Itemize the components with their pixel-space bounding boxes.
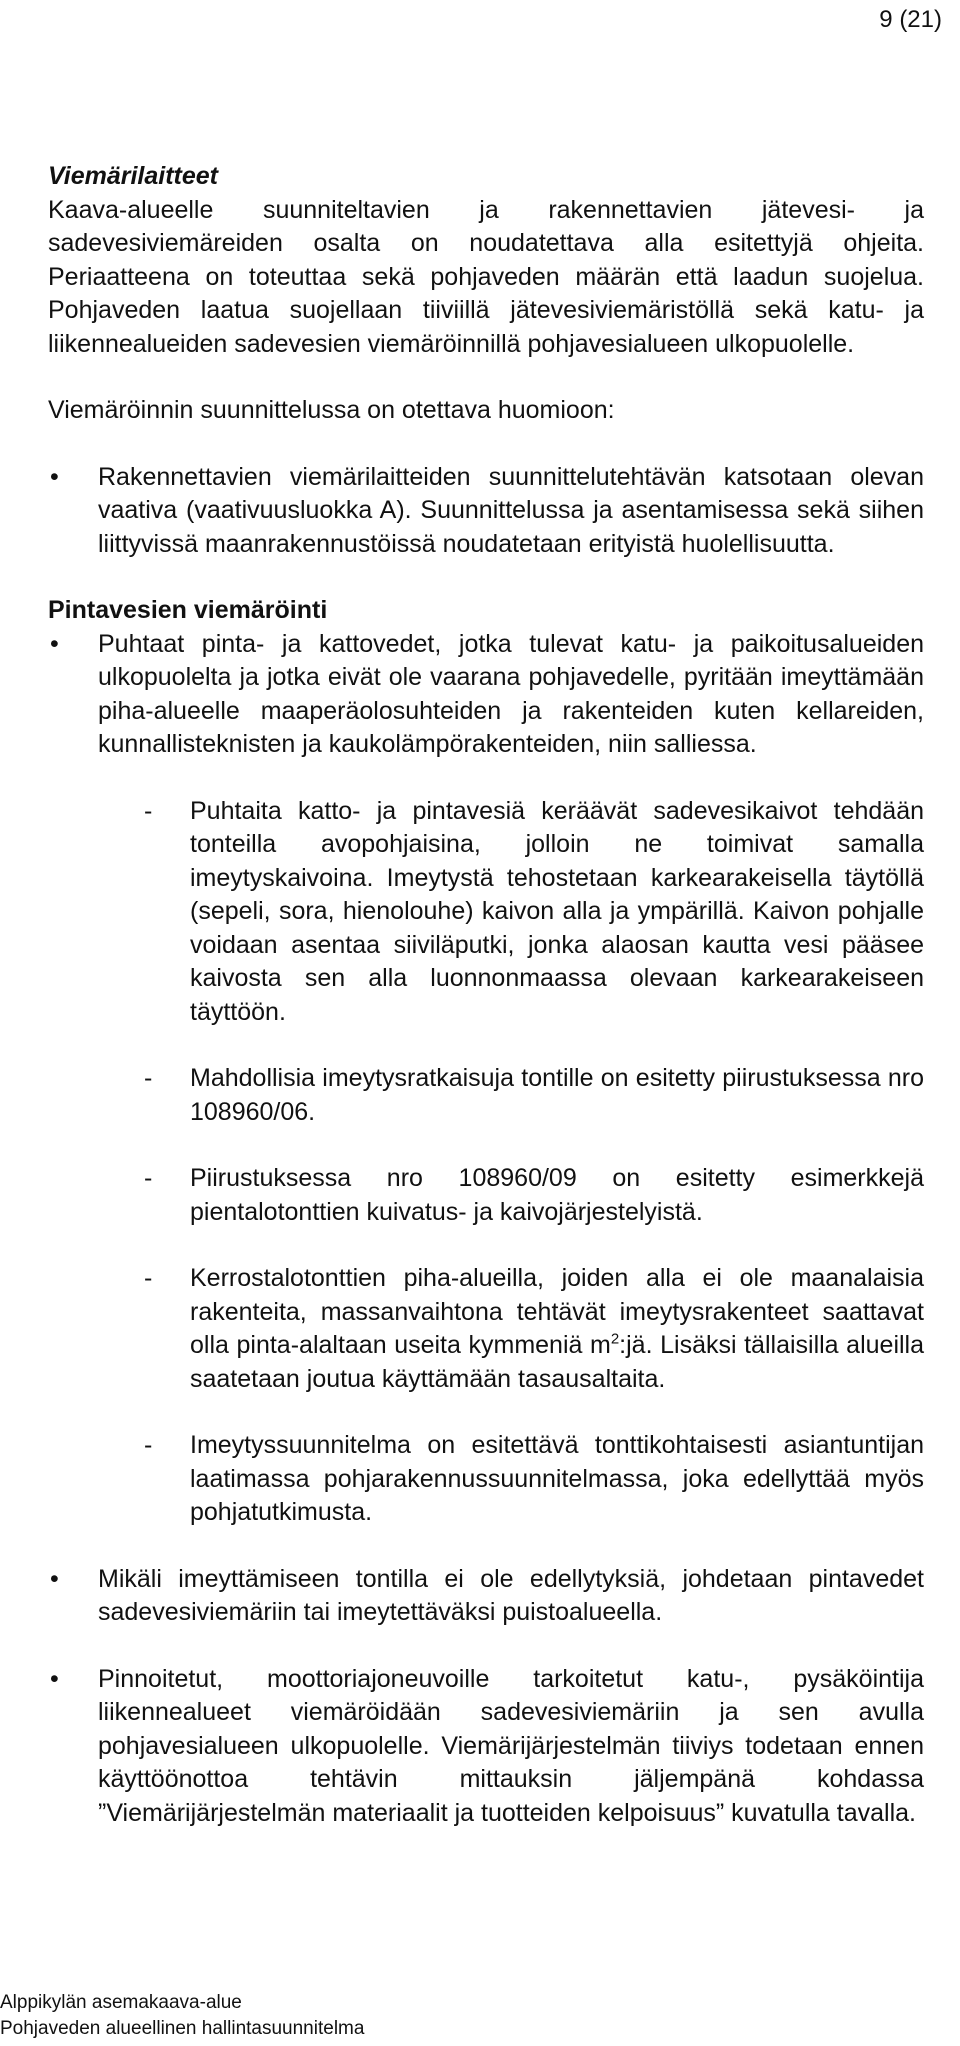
bullet-marker: • (50, 462, 59, 491)
intro-paragraph: Kaava-alueelle suunniteltavien ja rakennettavien jätevesi- ja sadevesiviemäreiden osalta on noudatettava alla esitettyjä ohjeita. Periaatteena on toteuttaa sekä pohjaveden määrän että laadun suojelua. Pohjaveden laatua suojellaan tiiviillä jätevesiviemäristöllä sekä katu- ja liikennealueiden sadevesien viemäröinnillä pohjavesialueen ulkopuolelle. (48, 195, 924, 358)
footer-line: Pohjaveden alueellinen hallintasuunnitelma (0, 2018, 365, 2039)
lead-text: Viemäröinnin suunnittelussa on otettava huomioon: (48, 396, 615, 424)
dash-list-item (48, 1162, 924, 1229)
dash-marker: - (144, 1064, 153, 1092)
bullet-marker: • (50, 629, 59, 658)
dash-item-text (190, 1264, 924, 1393)
list-item-text: Pinnoitetut, moottoriajoneuvoille tarkoitetut katu-, pysäköintija liikennealueet viemäröidään sadevesiviemäriin ja sen avulla pohjavesialueen ulkopuolelle. Viemärijärjestelmän tiiviys todetaan ennen käyttöönottoa tehtävin mittauksin jäljempänä kohdassa ”Viemärijärjestelmän materiaalit ja tuotteiden kelpoisuus” kuvatulla tavalla. (98, 1664, 924, 1827)
bullet-marker: • (50, 1664, 59, 1693)
dash-item-text: Imeytyssuunnitelma on esitettävä tonttikohtaisesti asiantuntijan laatimassa pohjarakennussuunnitelmassa, joka edellyttää myös pohjatutkimusta. (190, 1431, 924, 1526)
bullet-marker: • (50, 1564, 59, 1593)
list-item (48, 628, 924, 762)
dash-list-item (48, 1429, 924, 1530)
section-heading-viemarilaitteet: Viemärilaitteet (48, 162, 218, 190)
page-footer (0, 1990, 364, 2042)
list-item (48, 1563, 924, 1630)
dash-list-item (48, 1062, 924, 1129)
dash-item-text: Mahdollisia imeytysratkaisuja tontille on esitetty piirustuksessa nro 108960/06. (190, 1064, 924, 1126)
footer-line: Alppikylän asemakaava-alue (0, 1992, 242, 2013)
superscript: 2 (610, 1330, 620, 1348)
list-item-text: Puhtaat pinta- ja kattovedet, jotka tulevat katu- ja paikoitusalueiden ulkopuolelta ja jotka eivät ole vaarana pohjavedelle, pyritään imeyttämään piha-alueelle maaperäolosuhteiden ja rakenteiden kuten kellareiden, kunnallisteknisten ja kaukolämpörakenteiden, niin salliessa. (98, 629, 924, 758)
list-item (48, 461, 924, 562)
dash-item-text: Puhtaita katto- ja pintavesiä keräävät sadevesikaivot tehdään tonteilla avopohjaisina, jolloin ne toimivat samalla imeytyskaivoina. Imeytystä tehostetaan karkearakeisella täytöllä (sepeli, sora, hienolouhe) kaivon alla ja ympärillä. Kaivon pohjalle voidaan asentaa siiviläputki, jonka alaosan kautta vesi pääsee kaivosta sen alla luonnonmaassa olevaan karkearakeiseen täyttöön. (190, 796, 924, 1026)
list-item (48, 1663, 924, 1831)
list-item-text: Mikäli imeyttämiseen tontilla ei ole edellytyksiä, johdetaan pintavedet sadevesiviemäriin tai imeytettäväksi puistoalueella. (98, 1564, 924, 1626)
page-number: 9 (21) (879, 6, 942, 33)
section-heading-pintavesien: Pintavesien viemäröinti (48, 596, 328, 624)
dash-marker: - (144, 1264, 153, 1292)
dash-marker: - (144, 1164, 153, 1192)
dash-list-item (48, 1262, 924, 1396)
dash-item-text-part: :jä. Lisäksi tällaisilla alueilla saatetaan joutua käyttämään tasausaltaita. (190, 1331, 925, 1393)
dash-list-item (48, 795, 924, 1030)
dash-item-text: Piirustuksessa nro 108960/09 on esitetty esimerkkejä pientalotonttien kuivatus- ja kaivojärjestelyistä. (190, 1164, 924, 1226)
dash-marker: - (144, 1431, 153, 1459)
dash-item-text-part: Kerrostalotonttien piha-alueilla, joiden alla ei ole maanalaisia rakenteita, massanvaihtona tehtävät imeytysrakenteet saattavat olla pinta-alaltaan useita kymmeniä m (190, 1264, 924, 1359)
list-item-text: Rakennettavien viemärilaitteiden suunnittelutehtävän katsotaan olevan vaativa (vaativuusluokka A). Suunnittelussa ja asentamisessa sekä siihen liittyvissä maanrakennustöissä noudatetaan erityistä huolellisuutta. (98, 462, 924, 558)
dash-marker: - (144, 796, 153, 825)
document-body (48, 160, 924, 1830)
